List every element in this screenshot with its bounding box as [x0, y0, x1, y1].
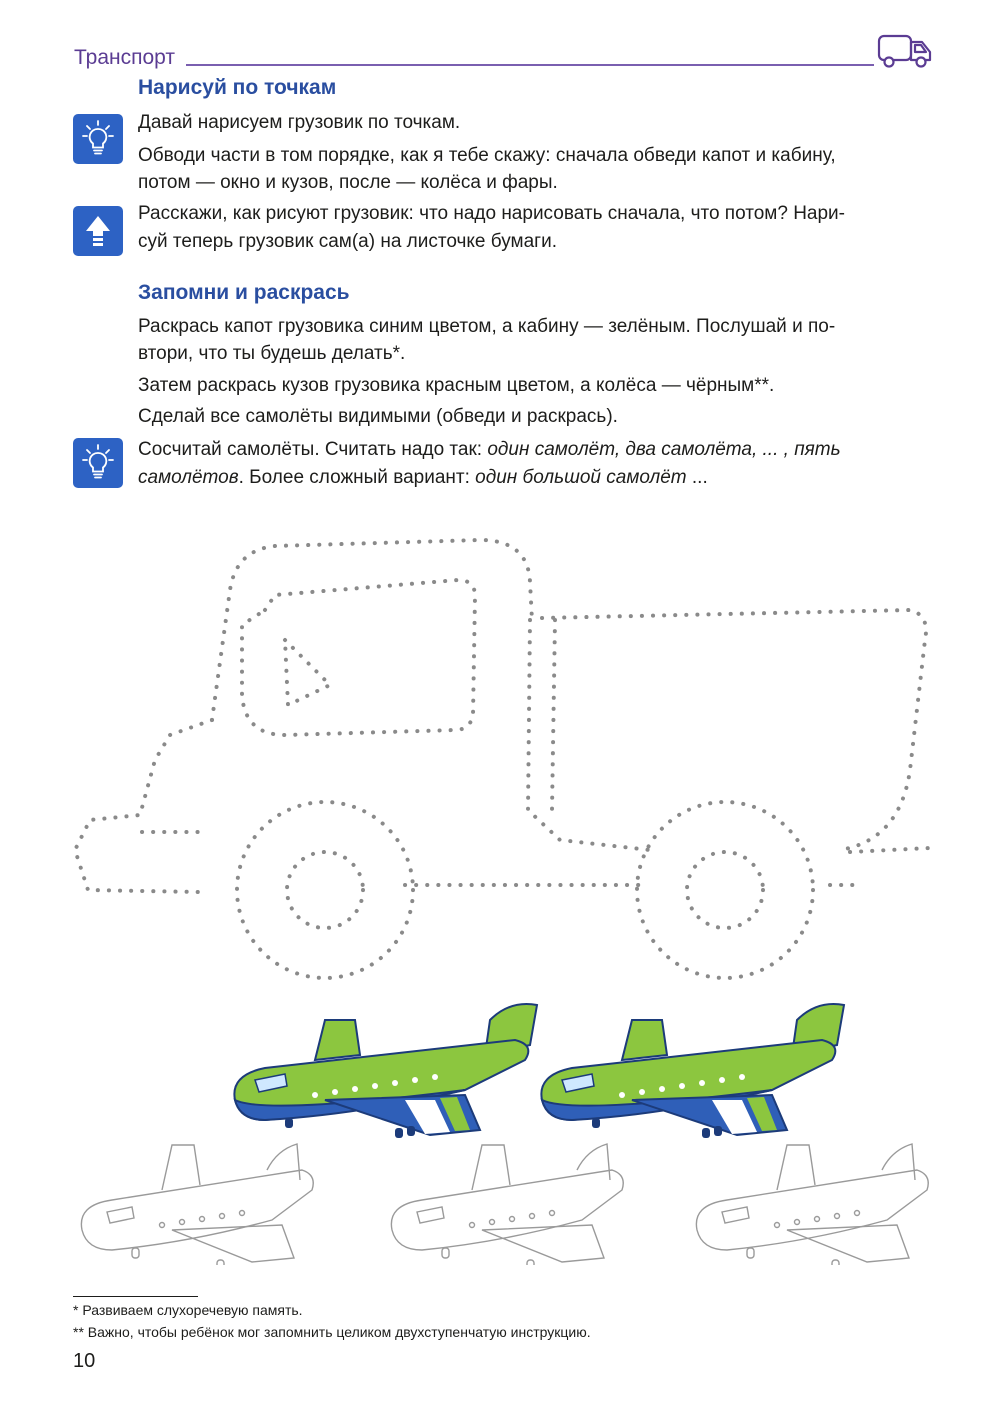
task2-title: Запомни и раскрась: [138, 281, 350, 304]
section-name: Транспорт: [74, 46, 175, 69]
task2-line3: Затем раскрась кузов грузовика красным цветом, а колёса — чёрным**.: [138, 375, 775, 396]
page-header: [74, 38, 934, 78]
truck-outline-icon: [876, 30, 934, 70]
footnote-1: * Развиваем слухоречевую память.: [73, 1302, 303, 1318]
task1-line4: Расскажи, как рисуют грузовик: что надо нарисовать сначала, что потом? Нари-: [138, 203, 845, 224]
task2-line2: втори, что ты будешь делать*.: [138, 343, 406, 364]
planes-illustration: [60, 995, 940, 1265]
lightbulb-icon: [73, 438, 123, 488]
outline-plane-1: [81, 1144, 313, 1265]
cab-window: [242, 580, 475, 735]
task2-count-paragraph: [138, 436, 918, 491]
lightbulb-icon: [73, 114, 123, 164]
task2-line4: Сделай все самолёты видимыми (обведи и раскрась).: [138, 406, 618, 427]
back-wheel-dots: [637, 802, 813, 978]
count-text-a: Сосчитай самолёты. Считать надо так:: [138, 439, 488, 460]
task1-line3: потом — окно и кузов, после — колёса и фары.: [138, 172, 558, 193]
color-plane-1: [234, 1004, 537, 1138]
header-rule: [186, 64, 874, 66]
arrow-badge: [73, 206, 123, 256]
count-text-d: . Более сложный вариант:: [238, 466, 476, 488]
footnote-rule: [73, 1296, 198, 1297]
task2-line1: Раскрась капот грузовика синим цветом, а кабину — зелёным. Послушай и по-: [138, 316, 836, 337]
footnote-2: ** Важно, чтобы ребёнок мог запомнить целиком двухступенчатую инструкцию.: [73, 1324, 591, 1340]
color-plane-2: [541, 1004, 844, 1138]
count-text-e: один большой самолёт: [475, 466, 687, 488]
count-text-b: один самолёт, два самолёта, ... , пять: [487, 439, 841, 460]
cab-outline: [212, 540, 532, 720]
lightbulb-badge-1: [73, 114, 123, 164]
task1-line2: Обводи части в том порядке, как я тебе скажу: сначала обведи капот и кабину,: [138, 145, 836, 166]
outline-plane-2: [391, 1144, 623, 1265]
page-number: 10: [73, 1350, 96, 1372]
lightbulb-badge-2: [73, 438, 123, 488]
task1-line1: Давай нарисуем грузовик по точкам.: [138, 112, 461, 133]
truck-body-outline: [542, 610, 926, 850]
front-wheel-dots: [237, 802, 413, 978]
task1-title: Нарисуй по точкам: [138, 76, 337, 99]
count-text-c: самолётов: [138, 466, 239, 488]
outline-plane-3: [696, 1144, 928, 1265]
count-text-f: ...: [686, 466, 708, 488]
dotted-truck-drawing: [60, 520, 940, 1000]
arrow-up-icon: [73, 206, 123, 256]
task1-line5: суй теперь грузовик сам(а) на листочке бумаги.: [138, 231, 557, 252]
hood-outline: [75, 720, 212, 892]
